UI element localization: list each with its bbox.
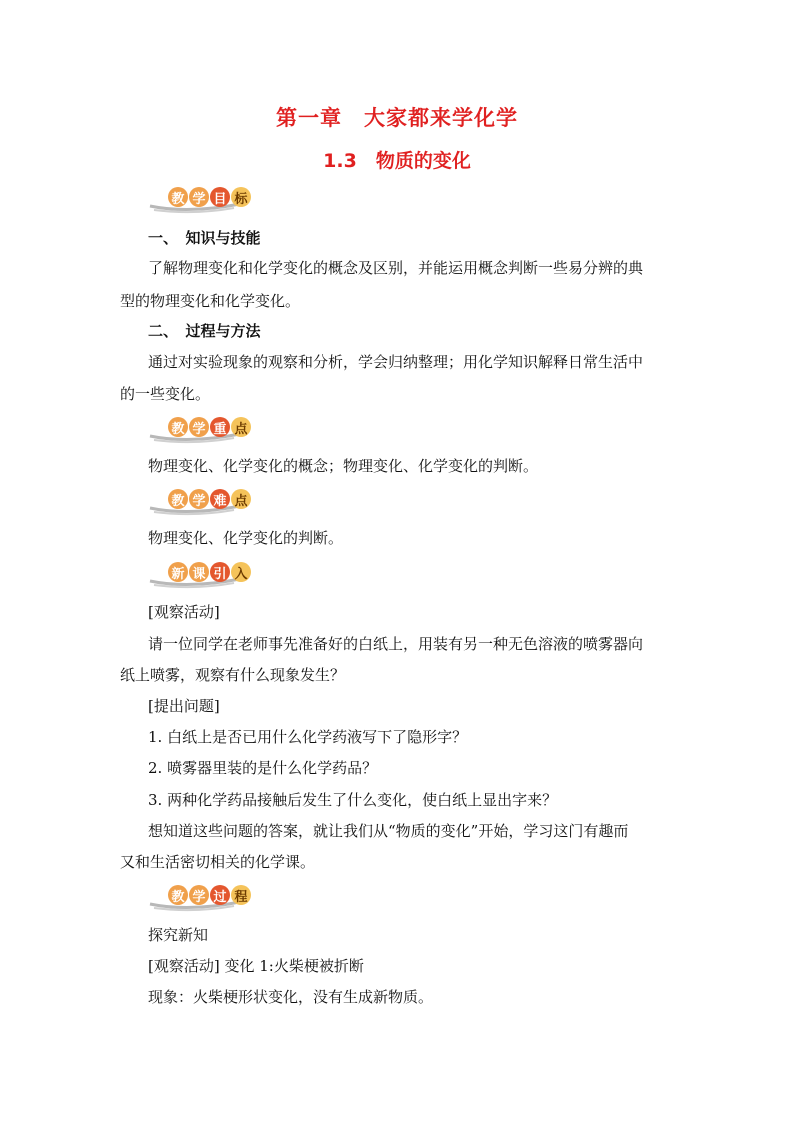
observe-activity-1: [观察活动] 变化 1:火柴梗被折断 (148, 957, 364, 975)
badge-intro (148, 559, 288, 589)
question-item: 3. 两种化学药品接触后发生了什么变化，使白纸上显出字来？ (148, 791, 558, 809)
heading-knowledge-skills: 一、 知识与技能 (148, 229, 261, 247)
explore-new-knowledge: 探究新知 (148, 926, 209, 944)
badge-teaching-goals (148, 184, 288, 214)
badge-char: 过 (210, 885, 230, 905)
badge-key-points (148, 414, 288, 444)
badge-char: 点 (231, 489, 251, 509)
difficulties-text: 物理变化、化学变化的判断。 (148, 529, 344, 547)
section-title: 1.3 物质的变化 (323, 150, 471, 172)
badge-char: 教 (168, 187, 188, 207)
paragraph-line: 通过对实验现象的观察和分析，学会归纳整理；用化学知识解释日常生活中 (148, 353, 644, 371)
paragraph-line: 想知道这些问题的答案，就让我们从“物质的变化”开始，学习这门有趣而 (148, 822, 629, 840)
phenomenon-text: 现象：火柴梗形状变化，没有生成新物质。 (148, 988, 434, 1006)
question-item: 2. 喷雾器里装的是什么化学药品？ (148, 759, 378, 777)
badge-char: 教 (168, 885, 188, 905)
paragraph-line: 纸上喷雾，观察有什么现象发生？ (120, 666, 346, 684)
badge-char: 点 (231, 417, 251, 437)
paragraph-line: 了解物理变化和化学变化的概念及区别，并能运用概念判断一些易分辨的典 (148, 259, 644, 277)
badge-char: 重 (210, 417, 230, 437)
ask-questions-label: [提出问题] (148, 697, 220, 715)
question-item: 1. 白纸上是否已用什么化学药液写下了隐形字？ (148, 728, 468, 746)
badge-char: 目 (210, 187, 230, 207)
badge-char: 难 (210, 489, 230, 509)
chapter-title: 第一章 大家都来学化学 (276, 106, 518, 130)
badge-char: 学 (189, 489, 209, 509)
badge-char: 引 (210, 562, 230, 582)
key-points-text: 物理变化、化学变化的概念；物理变化、化学变化的判断。 (148, 457, 539, 475)
heading-process-methods: 二、 过程与方法 (148, 322, 261, 340)
badge-char: 新 (168, 562, 188, 582)
badge-char: 学 (189, 187, 209, 207)
badge-char: 学 (189, 885, 209, 905)
badge-char: 标 (231, 187, 251, 207)
badge-process (148, 882, 288, 912)
badge-char: 入 (231, 562, 251, 582)
paragraph-line: 型的物理变化和化学变化。 (120, 292, 301, 310)
badge-char: 学 (189, 417, 209, 437)
paragraph-line: 又和生活密切相关的化学课。 (120, 853, 316, 871)
observe-activity-label: [观察活动] (148, 603, 220, 621)
badge-char: 教 (168, 489, 188, 509)
badge-char: 课 (189, 562, 209, 582)
badge-char: 程 (231, 885, 251, 905)
paragraph-line: 请一位同学在老师事先准备好的白纸上，用装有另一种无色溶液的喷雾器向 (148, 635, 644, 653)
badge-char: 教 (168, 417, 188, 437)
badge-difficulties (148, 486, 288, 516)
paragraph-line: 的一些变化。 (120, 385, 211, 403)
